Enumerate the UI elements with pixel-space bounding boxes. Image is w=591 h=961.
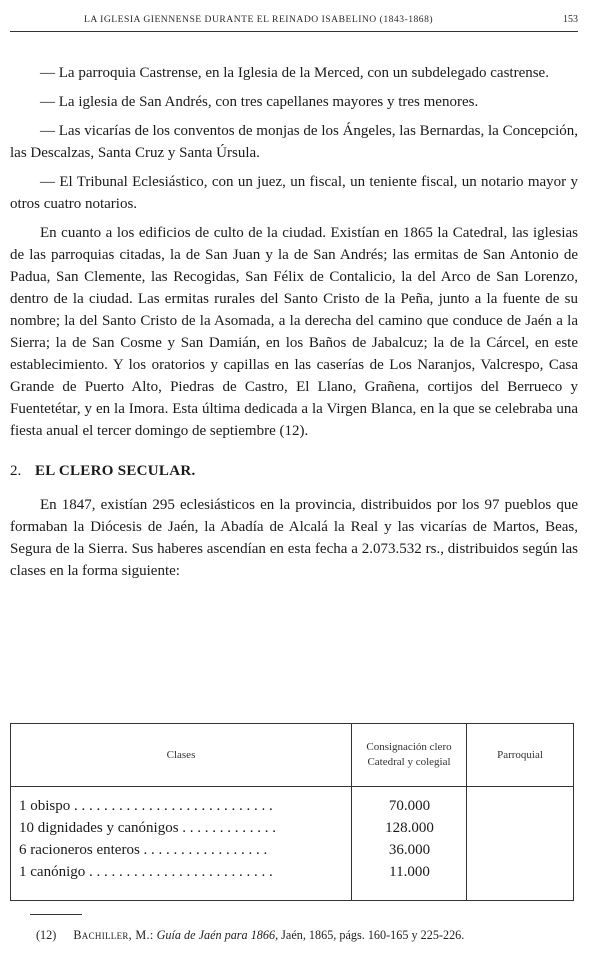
header-clases: Clases — [11, 724, 352, 786]
body-text — [10, 62, 578, 589]
paragraph: — La iglesia de San Andrés, con tres capellanes mayores y tres menores. — [40, 94, 479, 110]
footnote-rule — [30, 914, 82, 915]
paragraph: En 1847, existían 295 eclesiásticos en la provincia, distribuidos por los 97 pueblos que formaban la Diócesis de Jaén, la Abadía de Alcalá la Real y las vicarías de Martos, Beas, Segura de la Sierra. Sus haberes ascendían en esta fecha a 2.073.532 rs., distribuidos según las clases en la forma siguiente: — [10, 497, 578, 579]
table-rows — [11, 798, 573, 886]
table-row — [11, 842, 573, 864]
cell-clase: 1 canónigo . . . . . . . . . . . . . . . . . . . . . . . . . — [19, 864, 273, 880]
footnote-author: Bachiller, M.: — [73, 928, 154, 942]
footnote — [36, 928, 581, 943]
paragraph: En cuanto a los edificios de culto de la ciudad. Existían en 1865 la Catedral, las iglesias de las parroquias citadas, la de San Juan y la de San Andrés; las ermitas de San Antonio de Padua, San Clemente, las Recogidas, San Félix de Contalicio, la del Arco de San Lorenzo, dentro de la ciudad. Las ermitas rurales del Santo Cristo de la Peña, junto a la fuente de su nombre; la del Santo Cristo de la Asomada, a la derecha del camino que conduce de Jaén a la Sierra; la de San Cosme y San Damián, en los Baños de Jabalcuz; la de la Cárcel, en este establecimiento. Y los oratorios y capillas en las caserías de Los Naranjos, Valcrespo, Casa Grande de Puerto Alto, Piedras de Castro, El Llano, Grañena, cortijos del Berrueco y Fuentetétar, y en la Imora. Esta última dedicada a la Virgen Blanca, en la que se celebraba una fiesta anual el tercer domingo de septiembre (12). — [10, 225, 578, 439]
paragraph: — El Tribunal Eclesiástico, con un juez, un fiscal, un teniente fiscal, un notario mayor y otros cuatro notarios. — [10, 174, 578, 212]
cell-consignacion: 36.000 — [388, 842, 431, 858]
table-row — [11, 820, 573, 842]
cell-clase: 6 racioneros enteros . . . . . . . . . . . . . . . . . — [19, 842, 268, 858]
section-title: EL CLERO SECULAR. — [35, 463, 196, 479]
section-heading — [10, 460, 578, 482]
paragraph: — Las vicarías de los conventos de monjas de los Ángeles, las Bernardas, la Concepción, las Descalzas, Santa Cruz y Santa Úrsula. — [10, 123, 578, 161]
header-parroquial: Parroquial — [497, 749, 543, 761]
table-row — [11, 864, 573, 886]
table-body — [11, 786, 573, 900]
footnote-title: Guía de Jaén para 1866, — [156, 928, 279, 942]
cell-consignacion: 70.000 — [388, 798, 431, 814]
salary-table — [10, 723, 574, 901]
cell-consignacion: 128.000 — [385, 820, 434, 836]
section-number: 2. — [10, 463, 22, 479]
header-rule — [10, 31, 578, 32]
table-row — [11, 798, 573, 820]
header-consignacion: Consignación clero Catedral y colegial — [352, 724, 467, 786]
page-number: 153 — [563, 14, 578, 25]
cell-clase: 10 dignidades y canónigos . . . . . . . . . . . . . — [19, 820, 277, 836]
table-header — [11, 724, 573, 787]
running-title: LA IGLESIA GIENNENSE DURANTE EL REINADO ISABELINO (1843-1868) — [84, 14, 434, 25]
cell-consignacion: 11.000 — [389, 864, 430, 880]
running-header — [10, 14, 578, 30]
paragraph: — La parroquia Castrense, en la Iglesia de la Merced, con un subdelegado castrense. — [40, 65, 549, 81]
footnote-rest: Jaén, 1865, págs. 160-165 y 225-226. — [281, 928, 465, 942]
footnote-number: (12) — [36, 928, 57, 942]
cell-clase: 1 obispo . . . . . . . . . . . . . . . . . . . . . . . . . . . — [19, 798, 273, 814]
